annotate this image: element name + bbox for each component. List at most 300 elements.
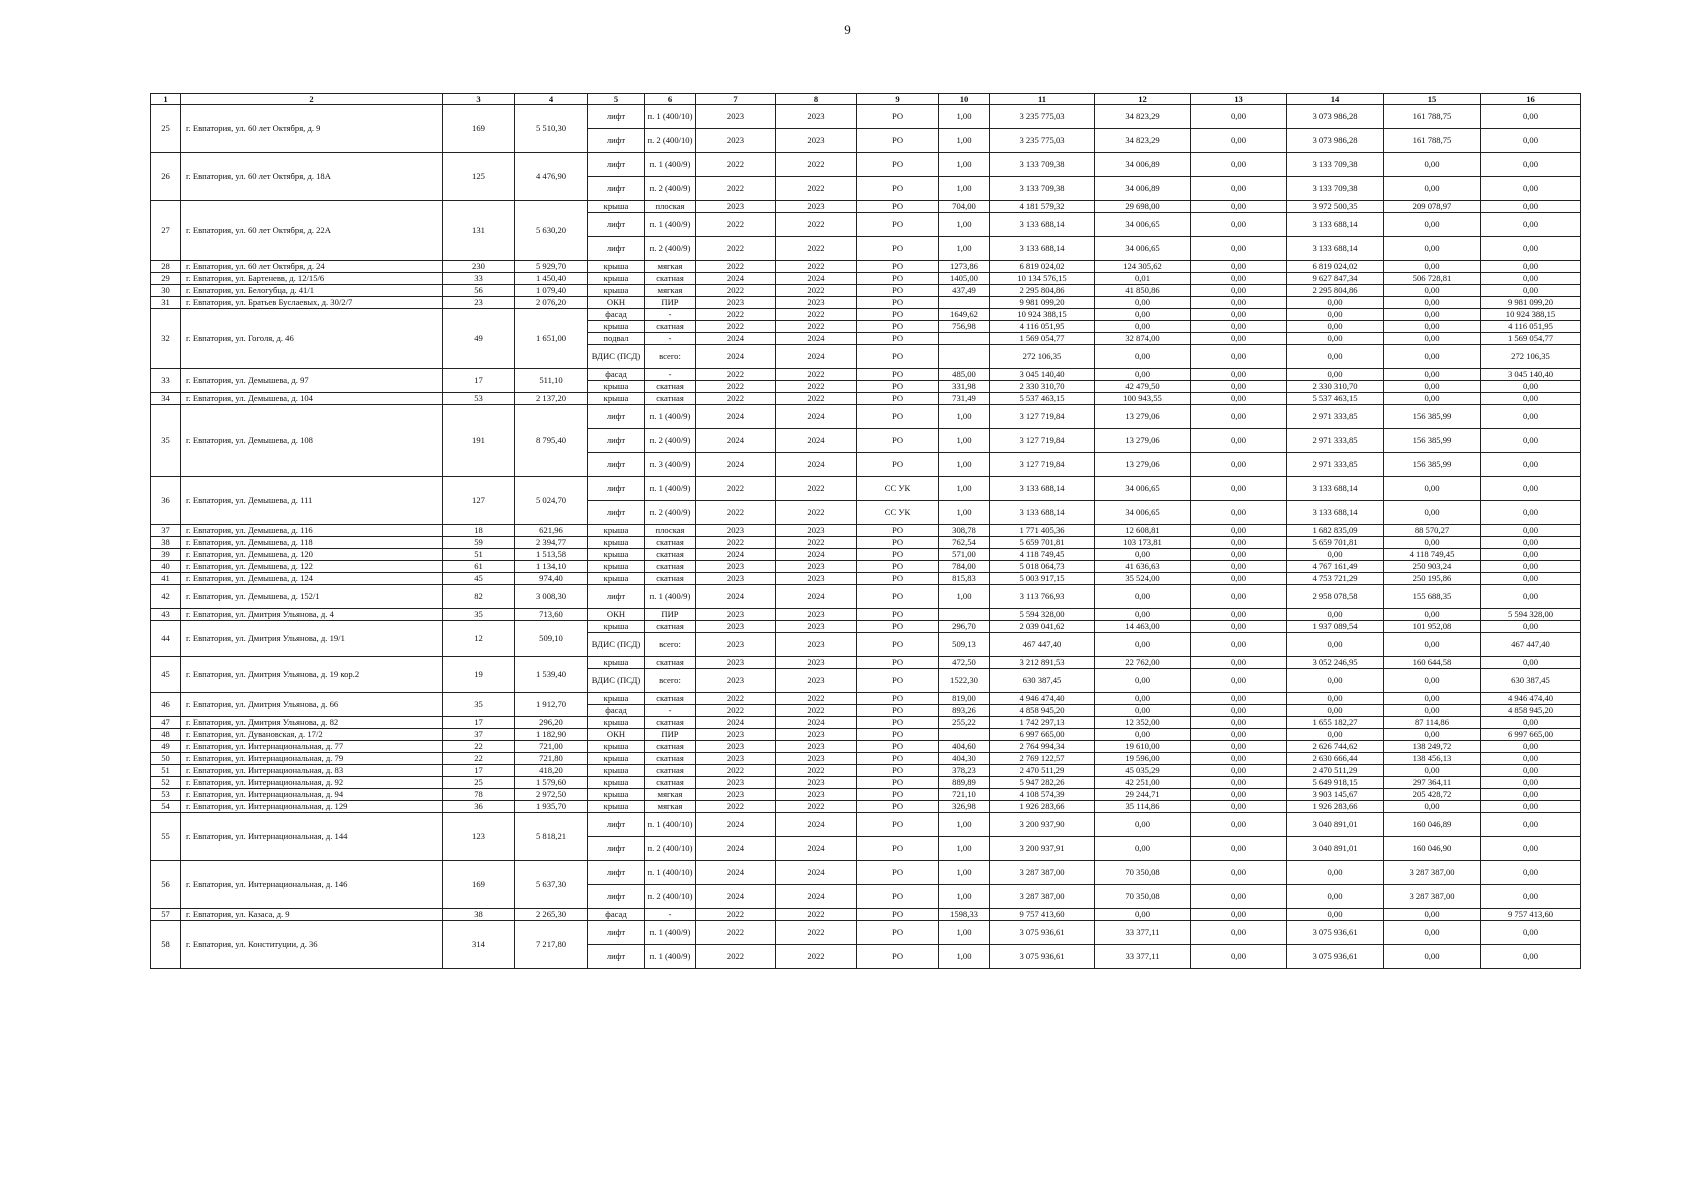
customer-cell: РО [857,525,939,537]
customer-cell: РО [857,345,939,369]
fund-regional-cell: 3 073 986,28 [1287,129,1384,153]
cost-per-unit-cell: 0,00 [1095,345,1191,369]
cost-per-unit-cell: 34 823,29 [1095,105,1191,129]
column-header: 8 [776,94,857,105]
year-actual-cell: 2022 [776,309,857,321]
area-cell: 5 818,21 [515,813,588,861]
volume-cell: 509,13 [939,633,990,657]
work-type-cell: лифт [588,129,645,153]
table-row [151,717,1581,729]
year-actual-cell: 2022 [776,765,857,777]
work-type-cell: крыша [588,273,645,285]
volume-cell: 756,98 [939,321,990,333]
fund-federal-cell: 0,00 [1191,177,1287,201]
address-cell: г. Евпатория, ул. Конституции, д. 36 [181,921,443,969]
fund-owners-cell: 0,00 [1481,237,1581,261]
cost-per-unit-cell: 19 610,00 [1095,741,1191,753]
fund-local-cell: 0,00 [1384,945,1481,969]
row-number: 39 [151,549,181,561]
fund-local-cell: 506 728,81 [1384,273,1481,285]
total-cost-cell: 4 118 749,45 [990,549,1095,561]
work-kind-cell: скатная [645,621,696,633]
area-cell: 4 476,90 [515,153,588,201]
volume-cell: 437,49 [939,285,990,297]
address-cell: г. Евпатория, ул. Интернациональная, д. 92 [181,777,443,789]
apartments-cell: 82 [443,585,515,609]
work-kind-cell: п. 1 (400/9) [645,921,696,945]
work-kind-cell: всего: [645,633,696,657]
apartments-cell: 22 [443,741,515,753]
address-cell: г. Евпатория, ул. Демышева, д. 120 [181,549,443,561]
fund-federal-cell: 0,00 [1191,789,1287,801]
volume-cell: 1,00 [939,945,990,969]
fund-local-cell: 0,00 [1384,285,1481,297]
year-planned-cell: 2022 [696,261,776,273]
customer-cell: РО [857,537,939,549]
fund-owners-cell: 467 447,40 [1481,633,1581,657]
fund-federal-cell: 0,00 [1191,861,1287,885]
year-planned-cell: 2022 [696,921,776,945]
fund-regional-cell: 1 655 182,27 [1287,717,1384,729]
fund-regional-cell: 3 133 688,14 [1287,213,1384,237]
fund-owners-cell: 0,00 [1481,453,1581,477]
cost-per-unit-cell: 0,00 [1095,633,1191,657]
customer-cell: РО [857,801,939,813]
year-planned-cell: 2024 [696,585,776,609]
apartments-cell: 25 [443,777,515,789]
table-row [151,105,1581,129]
fund-regional-cell: 4 767 161,49 [1287,561,1384,573]
apartments-cell: 45 [443,573,515,585]
fund-regional-cell: 0,00 [1287,633,1384,657]
row-number: 29 [151,273,181,285]
total-cost-cell: 2 295 804,86 [990,285,1095,297]
page-number: 9 [844,22,851,37]
fund-owners-cell: 0,00 [1481,549,1581,561]
year-planned-cell: 2024 [696,861,776,885]
row-number: 25 [151,105,181,153]
customer-cell: РО [857,813,939,837]
total-cost-cell: 3 075 936,61 [990,921,1095,945]
year-actual-cell: 2024 [776,405,857,429]
year-actual-cell: 2023 [776,129,857,153]
cost-per-unit-cell: 0,01 [1095,273,1191,285]
row-number: 55 [151,813,181,861]
year-planned-cell: 2024 [696,549,776,561]
volume-cell [939,609,990,621]
table-row [151,573,1581,585]
fund-federal-cell: 0,00 [1191,381,1287,393]
fund-owners-cell: 6 997 665,00 [1481,729,1581,741]
work-kind-cell: скатная [645,741,696,753]
customer-cell: РО [857,321,939,333]
year-planned-cell: 2024 [696,429,776,453]
total-cost-cell: 5 003 917,15 [990,573,1095,585]
fund-owners-cell: 9 757 413,60 [1481,909,1581,921]
work-kind-cell: п. 1 (400/10) [645,813,696,837]
address-cell: г. Евпатория, ул. Братьев Буслаевых, д. 30/2/7 [181,297,443,309]
work-type-cell: крыша [588,621,645,633]
cost-per-unit-cell: 12 608,81 [1095,525,1191,537]
work-type-cell: крыша [588,801,645,813]
total-cost-cell: 5 659 701,81 [990,537,1095,549]
apartments-cell: 18 [443,525,515,537]
work-kind-cell: п. 2 (400/10) [645,837,696,861]
year-actual-cell: 2023 [776,741,857,753]
address-cell: г. Евпатория, ул. Интернациональная, д. 146 [181,861,443,909]
volume-cell: 819,00 [939,693,990,705]
table-row [151,585,1581,609]
table-row [151,537,1581,549]
customer-cell: РО [857,393,939,405]
fund-owners-cell: 0,00 [1481,657,1581,669]
fund-regional-cell: 3 133 709,38 [1287,153,1384,177]
volume-cell: 1273,86 [939,261,990,273]
fund-federal-cell: 0,00 [1191,537,1287,549]
column-header: 11 [990,94,1095,105]
work-kind-cell: - [645,705,696,717]
cost-per-unit-cell: 0,00 [1095,729,1191,741]
apartments-cell: 17 [443,765,515,777]
total-cost-cell: 3 127 719,84 [990,453,1095,477]
apartments-cell: 33 [443,273,515,285]
apartments-cell: 59 [443,537,515,549]
volume-cell [939,297,990,309]
customer-cell: РО [857,585,939,609]
year-planned-cell: 2022 [696,213,776,237]
fund-owners-cell: 0,00 [1481,213,1581,237]
fund-local-cell: 0,00 [1384,309,1481,321]
customer-cell: РО [857,297,939,309]
column-header: 15 [1384,94,1481,105]
work-type-cell: крыша [588,561,645,573]
cost-per-unit-cell: 34 006,65 [1095,501,1191,525]
fund-local-cell: 155 688,35 [1384,585,1481,609]
work-kind-cell: п. 1 (400/9) [645,945,696,969]
fund-federal-cell: 0,00 [1191,477,1287,501]
fund-owners-cell: 3 045 140,40 [1481,369,1581,381]
table-row [151,609,1581,621]
cost-per-unit-cell: 29 698,00 [1095,201,1191,213]
volume-cell: 704,00 [939,201,990,213]
total-cost-cell: 3 235 775,03 [990,129,1095,153]
volume-cell: 1598,33 [939,909,990,921]
total-cost-cell: 2 330 310,70 [990,381,1095,393]
area-cell: 509,10 [515,621,588,657]
total-cost-cell: 3 133 709,38 [990,177,1095,201]
total-cost-cell: 2 039 041,62 [990,621,1095,633]
cost-per-unit-cell: 13 279,06 [1095,405,1191,429]
row-number: 57 [151,909,181,921]
area-cell: 1 579,60 [515,777,588,789]
row-number: 35 [151,405,181,477]
fund-regional-cell: 1 926 283,66 [1287,801,1384,813]
year-actual-cell: 2022 [776,153,857,177]
year-planned-cell: 2022 [696,801,776,813]
row-number: 50 [151,753,181,765]
year-actual-cell: 2023 [776,105,857,129]
fund-local-cell: 0,00 [1384,609,1481,621]
customer-cell: РО [857,273,939,285]
row-number: 40 [151,561,181,573]
work-type-cell: фасад [588,369,645,381]
customer-cell: РО [857,753,939,765]
year-planned-cell: 2024 [696,273,776,285]
row-number: 42 [151,585,181,609]
fund-federal-cell: 0,00 [1191,657,1287,669]
apartments-cell: 35 [443,693,515,717]
row-number: 54 [151,801,181,813]
fund-federal-cell: 0,00 [1191,153,1287,177]
cost-per-unit-cell: 34 823,29 [1095,129,1191,153]
address-cell: г. Евпатория, ул. Интернациональная, д. 129 [181,801,443,813]
work-kind-cell: скатная [645,657,696,669]
total-cost-cell: 2 764 994,34 [990,741,1095,753]
work-type-cell: лифт [588,177,645,201]
work-kind-cell: скатная [645,561,696,573]
area-cell: 1 513,58 [515,549,588,561]
year-actual-cell: 2023 [776,297,857,309]
total-cost-cell: 1 771 405,36 [990,525,1095,537]
fund-federal-cell: 0,00 [1191,621,1287,633]
volume-cell: 308,78 [939,525,990,537]
fund-regional-cell: 0,00 [1287,609,1384,621]
fund-federal-cell: 0,00 [1191,585,1287,609]
address-cell: г. Евпатория, ул. Демышева, д. 116 [181,525,443,537]
area-cell: 1 134,10 [515,561,588,573]
fund-federal-cell: 0,00 [1191,549,1287,561]
work-kind-cell: п. 1 (400/9) [645,585,696,609]
apartments-cell: 230 [443,261,515,273]
year-actual-cell: 2024 [776,333,857,345]
cost-per-unit-cell: 0,00 [1095,321,1191,333]
year-planned-cell: 2023 [696,621,776,633]
work-type-cell: ВДИС (ПСД) [588,669,645,693]
year-planned-cell: 2023 [696,741,776,753]
fund-owners-cell: 4 946 474,40 [1481,693,1581,705]
year-actual-cell: 2022 [776,921,857,945]
fund-federal-cell: 0,00 [1191,945,1287,969]
fund-local-cell: 101 952,08 [1384,621,1481,633]
work-type-cell: лифт [588,813,645,837]
cost-per-unit-cell: 14 463,00 [1095,621,1191,633]
volume-cell [939,729,990,741]
work-kind-cell: п. 1 (400/9) [645,153,696,177]
row-number: 37 [151,525,181,537]
year-actual-cell: 2024 [776,453,857,477]
work-kind-cell: плоская [645,525,696,537]
fund-federal-cell: 0,00 [1191,405,1287,429]
fund-local-cell: 0,00 [1384,153,1481,177]
fund-federal-cell: 0,00 [1191,909,1287,921]
customer-cell: РО [857,837,939,861]
fund-owners-cell: 1 569 054,77 [1481,333,1581,345]
fund-owners-cell: 0,00 [1481,837,1581,861]
work-type-cell: фасад [588,705,645,717]
table-row [151,777,1581,789]
table-row [151,405,1581,429]
customer-cell: РО [857,561,939,573]
fund-federal-cell: 0,00 [1191,261,1287,273]
fund-local-cell: 0,00 [1384,345,1481,369]
year-planned-cell: 2022 [696,945,776,969]
year-actual-cell: 2023 [776,609,857,621]
cost-per-unit-cell: 13 279,06 [1095,429,1191,453]
year-actual-cell: 2024 [776,717,857,729]
year-actual-cell: 2023 [776,621,857,633]
fund-local-cell: 160 644,58 [1384,657,1481,669]
fund-federal-cell: 0,00 [1191,837,1287,861]
customer-cell: РО [857,381,939,393]
fund-federal-cell: 0,00 [1191,453,1287,477]
apartments-cell: 38 [443,909,515,921]
fund-federal-cell: 0,00 [1191,105,1287,129]
year-actual-cell: 2022 [776,801,857,813]
volume-cell: 1,00 [939,837,990,861]
year-planned-cell: 2024 [696,717,776,729]
volume-cell: 1,00 [939,129,990,153]
fund-regional-cell: 2 971 333,85 [1287,453,1384,477]
total-cost-cell: 5 537 463,15 [990,393,1095,405]
area-cell: 296,20 [515,717,588,729]
fund-regional-cell: 3 040 891,01 [1287,813,1384,837]
row-number: 44 [151,621,181,657]
fund-local-cell: 0,00 [1384,333,1481,345]
volume-cell: 1,00 [939,177,990,201]
fund-owners-cell: 0,00 [1481,945,1581,969]
customer-cell: РО [857,669,939,693]
work-kind-cell: плоская [645,201,696,213]
row-number: 32 [151,309,181,369]
address-cell: г. Евпатория, ул. Дмитрия Ульянова, д. 82 [181,717,443,729]
area-cell: 5 929,70 [515,261,588,273]
fund-owners-cell: 0,00 [1481,753,1581,765]
table-row [151,477,1581,501]
total-cost-cell: 3 133 688,14 [990,213,1095,237]
volume-cell: 1,00 [939,405,990,429]
year-actual-cell: 2023 [776,753,857,765]
customer-cell: РО [857,693,939,705]
table-row [151,789,1581,801]
customer-cell: РО [857,741,939,753]
area-cell: 7 217,80 [515,921,588,969]
row-number: 53 [151,789,181,801]
address-cell: г. Евпатория, ул. Казаса, д. 9 [181,909,443,921]
table-row [151,297,1581,309]
total-cost-cell: 5 018 064,73 [990,561,1095,573]
cost-per-unit-cell: 0,00 [1095,705,1191,717]
fund-regional-cell: 2 470 511,29 [1287,765,1384,777]
year-planned-cell: 2023 [696,573,776,585]
customer-cell: РО [857,765,939,777]
work-type-cell: крыша [588,765,645,777]
area-cell: 2 394,77 [515,537,588,549]
fund-federal-cell: 0,00 [1191,669,1287,693]
cost-per-unit-cell: 0,00 [1095,813,1191,837]
fund-owners-cell: 4 116 051,95 [1481,321,1581,333]
year-planned-cell: 2024 [696,453,776,477]
address-cell: г. Евпатория, ул. Дмитрия Ульянова, д. 66 [181,693,443,717]
year-actual-cell: 2024 [776,273,857,285]
year-planned-cell: 2022 [696,693,776,705]
fund-owners-cell: 0,00 [1481,501,1581,525]
work-kind-cell: скатная [645,537,696,549]
row-number: 47 [151,717,181,729]
cost-per-unit-cell: 34 006,65 [1095,213,1191,237]
customer-cell: РО [857,405,939,429]
address-cell: г. Евпатория, ул. 60 лет Октября, д. 18А [181,153,443,201]
work-type-cell: крыша [588,261,645,273]
fund-federal-cell: 0,00 [1191,801,1287,813]
work-kind-cell: скатная [645,381,696,393]
work-type-cell: лифт [588,921,645,945]
fund-owners-cell: 0,00 [1481,861,1581,885]
work-kind-cell: п. 1 (400/9) [645,477,696,501]
total-cost-cell: 3 045 140,40 [990,369,1095,381]
row-number: 51 [151,765,181,777]
work-kind-cell: скатная [645,321,696,333]
table-row [151,273,1581,285]
customer-cell: РО [857,633,939,657]
table-row [151,729,1581,741]
customer-cell: РО [857,429,939,453]
fund-owners-cell: 0,00 [1481,285,1581,297]
work-kind-cell: скатная [645,573,696,585]
fund-local-cell: 156 385,99 [1384,429,1481,453]
customer-cell: РО [857,705,939,717]
area-cell: 1 651,00 [515,309,588,369]
work-kind-cell: скатная [645,393,696,405]
total-cost-cell: 2 470 511,29 [990,765,1095,777]
volume-cell [939,345,990,369]
area-cell: 721,00 [515,741,588,753]
cost-per-unit-cell: 0,00 [1095,909,1191,921]
fund-federal-cell: 0,00 [1191,753,1287,765]
total-cost-cell: 3 235 775,03 [990,105,1095,129]
fund-regional-cell: 3 075 936,61 [1287,921,1384,945]
fund-local-cell: 0,00 [1384,765,1481,777]
work-type-cell: лифт [588,405,645,429]
fund-federal-cell: 0,00 [1191,921,1287,945]
area-cell: 5 024,70 [515,477,588,525]
fund-local-cell: 250 195,86 [1384,573,1481,585]
fund-regional-cell: 3 903 145,67 [1287,789,1384,801]
fund-federal-cell: 0,00 [1191,573,1287,585]
volume-cell: 1,00 [939,921,990,945]
work-type-cell: крыша [588,777,645,789]
column-header: 1 [151,94,181,105]
apartments-cell: 12 [443,621,515,657]
fund-regional-cell: 0,00 [1287,345,1384,369]
year-planned-cell: 2022 [696,153,776,177]
address-cell: г. Евпатория, ул. Интернациональная, д. 77 [181,741,443,753]
year-actual-cell: 2023 [776,561,857,573]
address-cell: г. Евпатория, ул. 60 лет Октября, д. 9 [181,105,443,153]
fund-federal-cell: 0,00 [1191,501,1287,525]
apartments-cell: 169 [443,105,515,153]
fund-regional-cell: 0,00 [1287,669,1384,693]
work-type-cell: лифт [588,945,645,969]
total-cost-cell: 4 116 051,95 [990,321,1095,333]
volume-cell: 1,00 [939,501,990,525]
year-actual-cell: 2022 [776,285,857,297]
column-header: 13 [1191,94,1287,105]
area-cell: 721,80 [515,753,588,765]
fund-regional-cell: 5 659 701,81 [1287,537,1384,549]
customer-cell: РО [857,717,939,729]
total-cost-cell: 6 819 024,02 [990,261,1095,273]
fund-owners-cell: 4 858 945,20 [1481,705,1581,717]
